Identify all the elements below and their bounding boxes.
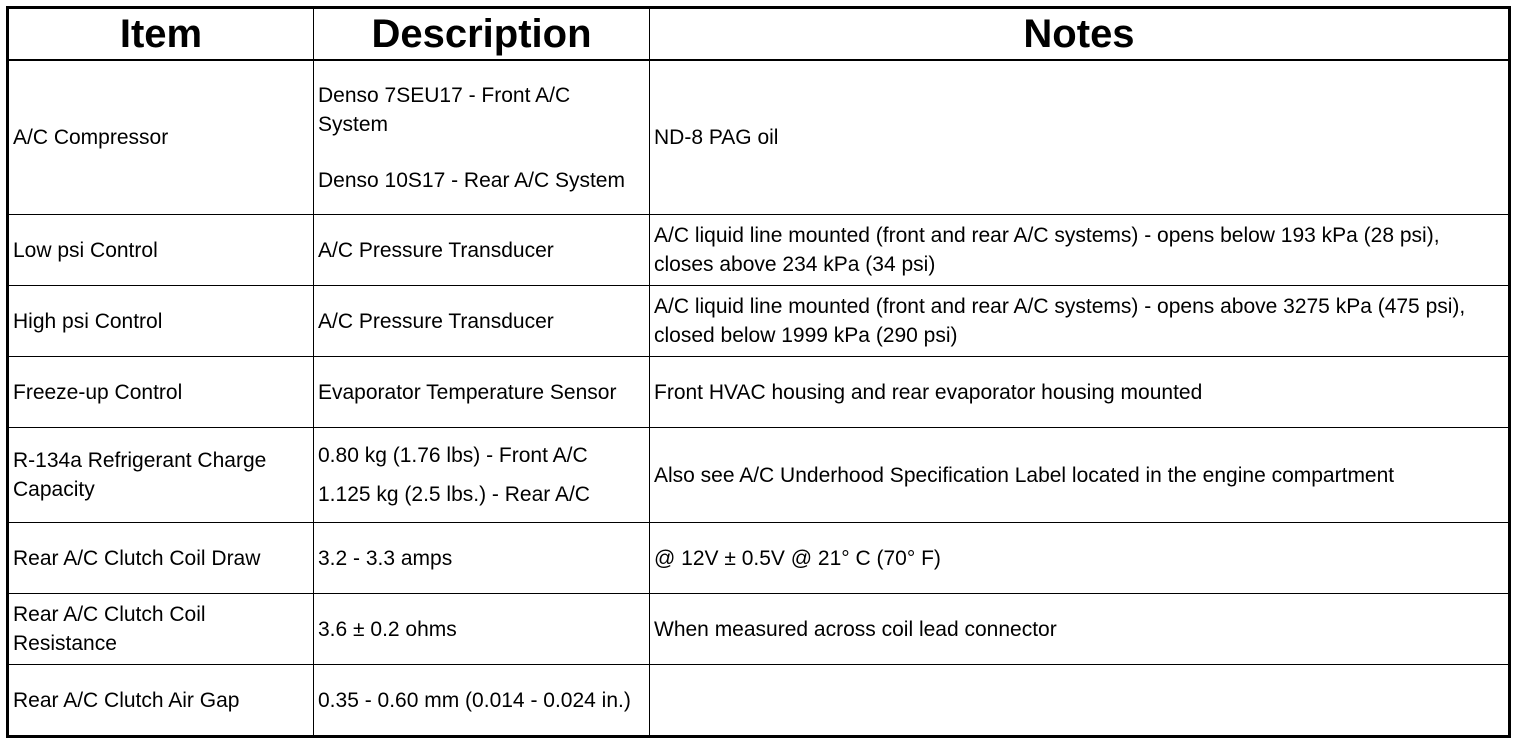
description-line: Denso 10S17 - Rear A/C System (318, 168, 625, 192)
notes-cell: When measured across coil lead connector (650, 594, 1510, 665)
header-row (8, 8, 1510, 61)
notes-cell: A/C liquid line mounted (front and rear A/C systems) - opens below 193 kPa (28 psi), closes above 234 kPa (34 psi) (650, 215, 1510, 286)
description-cell (314, 665, 650, 737)
table-row (8, 215, 1510, 286)
table-row (8, 357, 1510, 428)
description-line: Denso 7SEU17 - Front A/C System (318, 83, 571, 136)
description-line: A/C Pressure Transducer (318, 309, 554, 333)
description-line: A/C Pressure Transducer (318, 238, 554, 262)
item-cell: R-134a Refrigerant Charge Capacity (8, 428, 314, 523)
description-line: 3.6 ± 0.2 ohms (318, 617, 457, 641)
notes-cell: Also see A/C Underhood Specification Label located in the engine compartment (650, 428, 1510, 523)
header-item: Item (8, 8, 314, 61)
description-cell (314, 523, 650, 594)
table-row (8, 665, 1510, 737)
ac-specifications-table (6, 6, 1511, 738)
notes-cell: Front HVAC housing and rear evaporator housing mounted (650, 357, 1510, 428)
item-cell: Freeze-up Control (8, 357, 314, 428)
item-cell: A/C Compressor (8, 60, 314, 215)
table-row (8, 60, 1510, 215)
notes-cell: ND-8 PAG oil (650, 60, 1510, 215)
description-line: Evaporator Temperature Sensor (318, 380, 617, 404)
description-cell (314, 60, 650, 215)
notes-cell (650, 665, 1510, 737)
description-line: 0.80 kg (1.76 lbs) - Front A/C (318, 444, 588, 467)
item-cell: Low psi Control (8, 215, 314, 286)
item-cell: High psi Control (8, 286, 314, 357)
description-line: 3.2 - 3.3 amps (318, 546, 453, 570)
table-row (8, 428, 1510, 523)
header-description: Description (314, 8, 650, 61)
description-cell (314, 428, 650, 523)
item-cell: Rear A/C Clutch Coil Resistance (8, 594, 314, 665)
notes-cell: @ 12V ± 0.5V @ 21° C (70° F) (650, 523, 1510, 594)
description-cell (314, 594, 650, 665)
header-notes: Notes (650, 8, 1510, 61)
description-line: 0.35 - 0.60 mm (0.014 - 0.024 in.) (318, 688, 631, 712)
description-cell (314, 357, 650, 428)
item-cell: Rear A/C Clutch Air Gap (8, 665, 314, 737)
description-cell (314, 286, 650, 357)
notes-cell: A/C liquid line mounted (front and rear A/C systems) - opens above 3275 kPa (475 psi), closed below 1999 kPa (290 psi) (650, 286, 1510, 357)
description-line: 1.125 kg (2.5 lbs.) - Rear A/C (318, 483, 590, 506)
item-cell: Rear A/C Clutch Coil Draw (8, 523, 314, 594)
table-row (8, 523, 1510, 594)
description-cell (314, 215, 650, 286)
table-row (8, 594, 1510, 665)
table-row (8, 286, 1510, 357)
